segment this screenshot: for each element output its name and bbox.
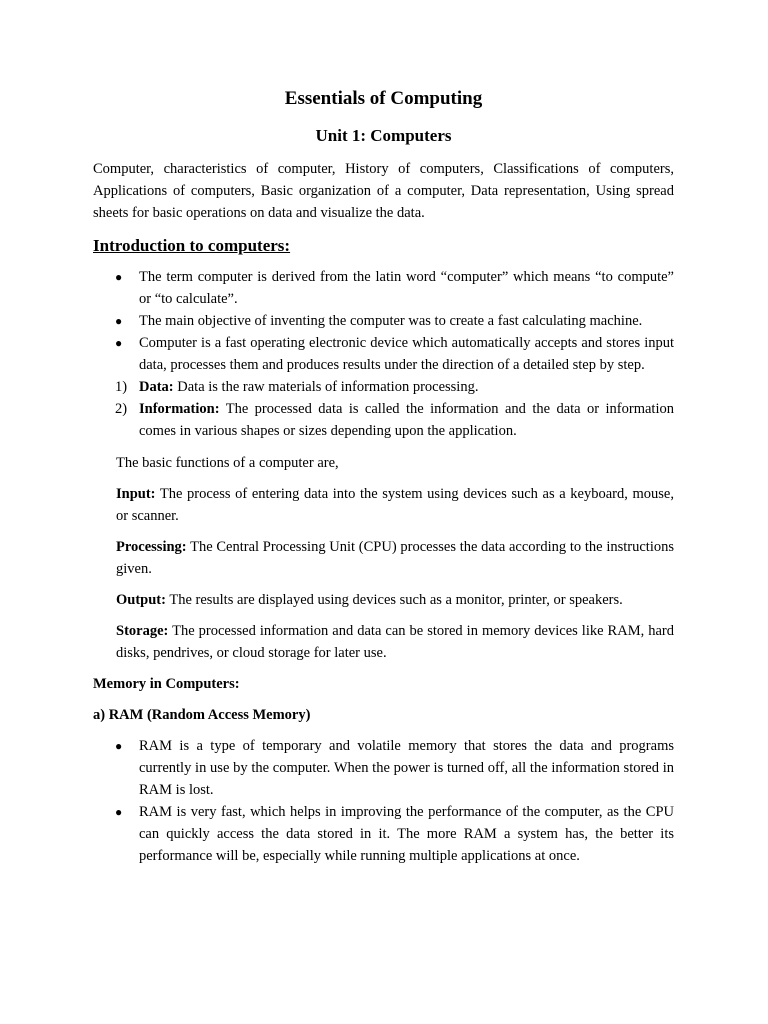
function-input [116,483,674,527]
intro-bullet-list [93,266,674,376]
bullet-icon: ● [115,336,123,350]
function-term: Output: [116,592,166,608]
list-item [93,735,674,801]
bullet-icon: ● [115,739,123,753]
function-text: The Central Processing Unit (CPU) processes the data according to the instructions given. [116,539,674,577]
bullet-icon: ● [115,270,123,284]
list-item-text: RAM is very fast, which helps in improving the performance of the computer, as the CPU can quickly access the data stored in it. The more RAM a system has, the better its performance will be, especially while running multiple applications at once. [139,804,674,864]
definition-text: Data is the raw materials of information processing. [173,379,479,395]
document-title: Essentials of Computing [284,88,483,109]
list-item [93,398,674,442]
list-item-text: Computer is a fast operating electronic device which automatically accepts and stores input data, processes them and produces results under the direction of a detailed step by step. [139,335,674,373]
definition-term: Information: [139,401,220,417]
function-storage [116,620,674,664]
list-number: 1) [115,379,128,395]
syllabus-paragraph: Computer, characteristics of computer, History of computers, Classifications of computers, Applications of computers, Basic organization of a computer, Data representation, Using spread sheets for basic operations on data and visualize the data. [93,161,674,221]
list-item-text: The term computer is derived from the latin word “computer” which means “to compute” or “to calculate”. [139,269,674,307]
function-text: The results are displayed using devices such as a monitor, printer, or speakers. [165,592,623,608]
functions-section [93,452,674,664]
definition-text: The processed data is called the information and the data or information comes in various shapes or sizes depending upon the application. [139,401,674,439]
list-item [93,376,674,398]
ram-bullet-list [93,735,674,867]
ram-heading: a) RAM (Random Access Memory) [93,707,311,723]
function-term: Processing: [116,539,187,555]
definitions-list [93,376,674,442]
list-item [93,332,674,376]
definition-term: Data: [139,379,174,395]
function-output [116,589,674,611]
unit-title: Unit 1: Computers [315,126,452,145]
bullet-icon: ● [115,314,123,328]
function-term: Storage: [116,623,169,639]
function-term: Input: [116,486,156,502]
page-content [93,86,674,867]
list-item-text: RAM is a type of temporary and volatile memory that stores the data and programs currently in use by the computer. When the power is turned off, all the information stored in RAM is lost. [139,738,674,798]
list-number: 2) [115,401,128,417]
list-item [93,266,674,310]
functions-lead: The basic functions of a computer are, [116,455,339,471]
list-item-text: The main objective of inventing the computer was to create a fast calculating machine. [139,313,643,329]
intro-heading: Introduction to computers: [93,236,291,255]
function-processing [116,536,674,580]
list-item [93,801,674,867]
function-text: The process of entering data into the system using devices such as a keyboard, mouse, or scanner. [116,486,674,524]
bullet-icon: ● [115,805,123,819]
memory-heading: Memory in Computers: [93,676,240,692]
function-text: The processed information and data can be stored in memory devices like RAM, hard disks, pendrives, or cloud storage for later use. [116,623,674,661]
list-item [93,310,674,332]
